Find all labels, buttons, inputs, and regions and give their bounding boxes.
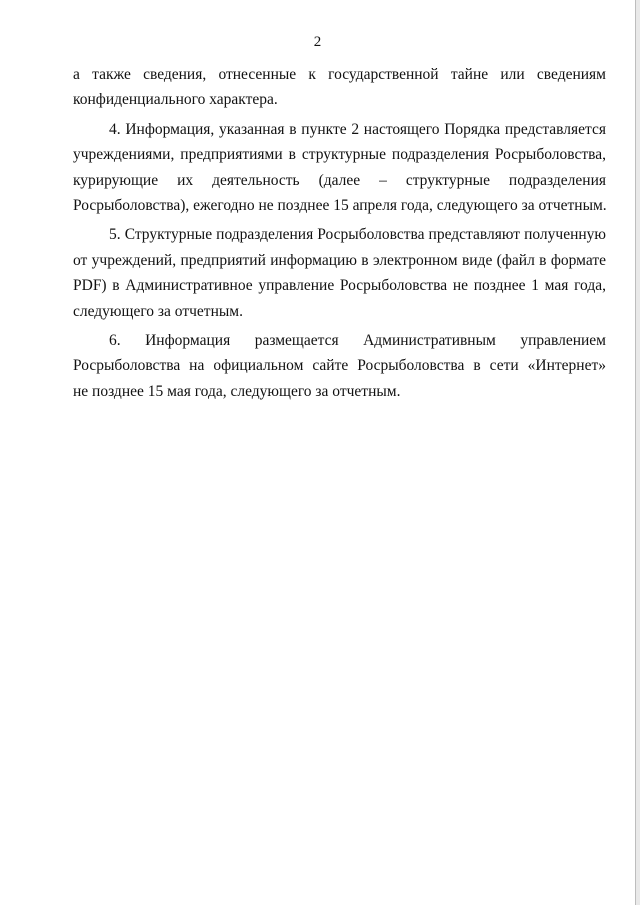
text-line: 5. Структурные подразделения Росрыболовства представляют полученную <box>109 226 606 244</box>
text-line: 6. Информация размещается Административным управлением <box>109 332 606 350</box>
text-line: PDF) в Административное управление Росрыболовства не позднее 1 мая года, <box>73 277 606 295</box>
paragraph-continuation <box>73 62 606 113</box>
text-line: от учреждений, предприятий информацию в электронном виде (файл в формате <box>73 251 606 269</box>
paragraph-item-5 <box>73 222 606 324</box>
text-line: следующего за отчетным. <box>73 302 243 320</box>
text-line: не позднее 15 мая года, следующего за отчетным. <box>73 382 401 400</box>
text-line: учреждениями, предприятиями в структурные подразделения Росрыболовства, <box>73 146 606 164</box>
paragraph-item-4 <box>73 117 606 219</box>
text-line: Росрыболовства), ежегодно не позднее 15 апреля года, следующего за отчетным. <box>73 197 607 215</box>
text-line: конфиденциального характера. <box>73 91 278 109</box>
text-line: Росрыболовства на официальном сайте Росрыболовства в сети «Интернет» <box>73 357 606 375</box>
page-number: 2 <box>313 34 322 50</box>
text-line: 4. Информация, указанная в пункте 2 настоящего Порядка представляется <box>109 120 606 138</box>
paragraph-item-6 <box>73 328 606 404</box>
text-line: а также сведения, отнесенные к государственной тайне или сведениям <box>73 66 606 83</box>
text-line: курирующие их деятельность (далее – структурные подразделения <box>73 171 606 189</box>
document-body <box>73 62 606 404</box>
